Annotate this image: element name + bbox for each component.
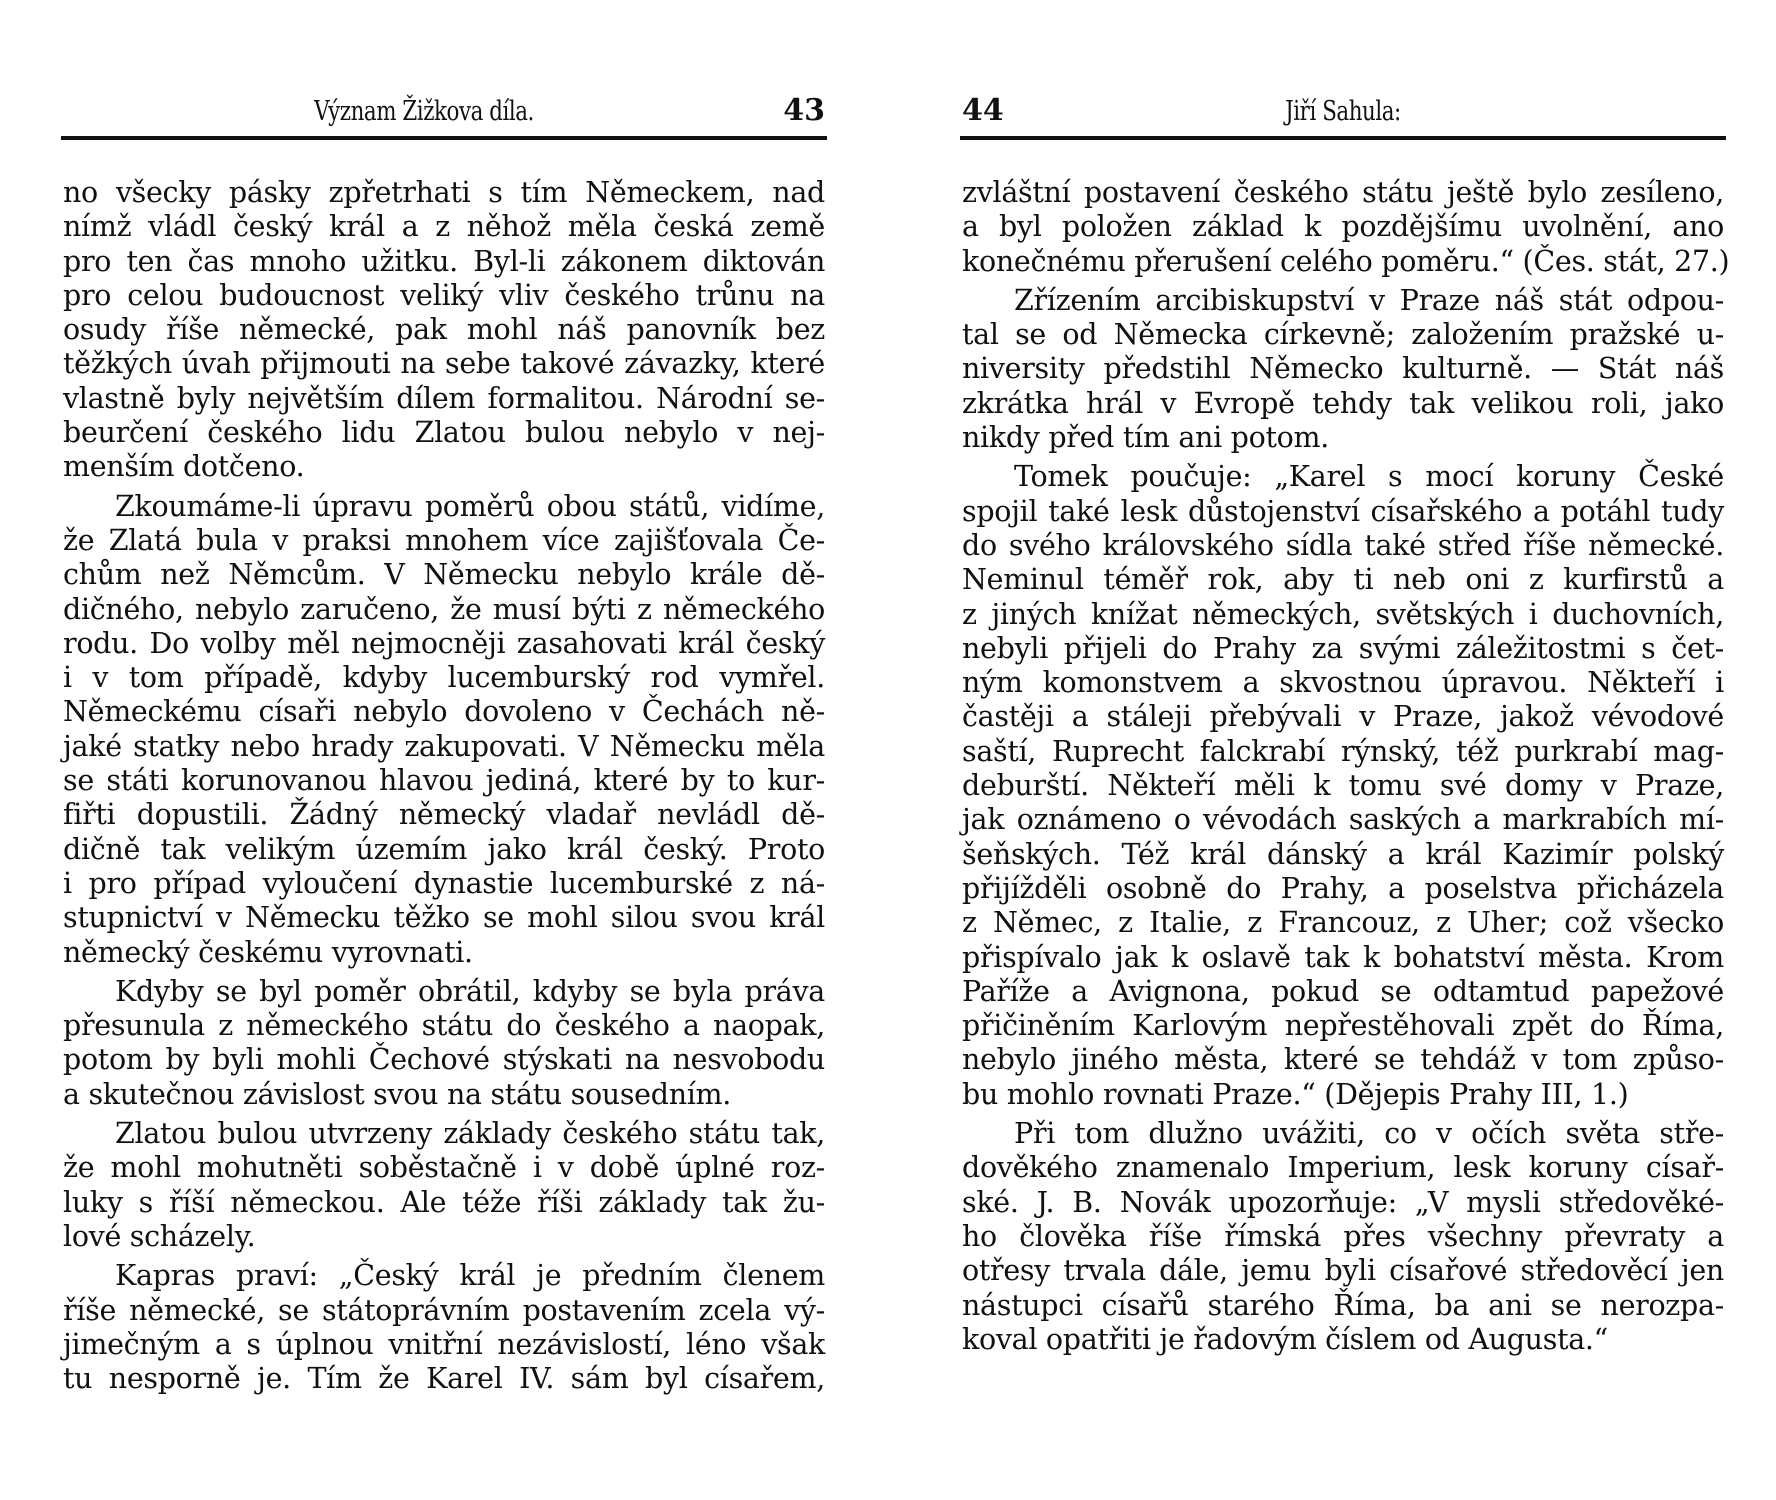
text-line: častěji a stáleji přebývali v Praze, jakož vévodové — [962, 700, 1724, 734]
text-line: fiřti dopustili. Žádný německý vladař nevládl dě- — [63, 798, 825, 832]
text-line: menším dotčeno. — [63, 450, 305, 484]
text-line: německý českému vyrovnati. — [63, 935, 473, 969]
text-line: Neminul téměř rok, aby ti neb oni z kurfirstů a — [962, 563, 1724, 597]
text-line: nímž vládl český král a z něhož měla česká země — [63, 210, 825, 244]
text-line: osudy říše německé, pak mohl náš panovník bez — [63, 313, 825, 347]
text-line: z jiných knížat německých, světských i duchovních, — [962, 597, 1724, 631]
text-line: luky s říší německou. Ale téže říši základy tak žu- — [63, 1185, 825, 1219]
text-line: zkrátka hrál v Evropě tehdy tak velikou roli, jako — [962, 386, 1724, 420]
text-line: vlastně byly největším dílem formalitou. Národní se- — [63, 381, 825, 415]
text-line: pro ten čas mnoho užitku. Byl-li zákonem diktován — [63, 244, 825, 278]
text-line: konečnému přerušení celého poměru.“ (Čes. stát, 27.) — [962, 244, 1730, 278]
text-line: Tomek poučuje: „Karel s mocí koruny České — [1014, 460, 1724, 494]
text-line: nástupci císařů starého Říma, ba ani se nerozpa- — [962, 1288, 1724, 1322]
text-line: se státi korunovanou hlavou jediná, které by to kur- — [63, 764, 825, 798]
text-line: že Zlatá bula v praksi mnohem více zajišťovala Če- — [63, 523, 825, 557]
text-line: ným komonstvem a skvostnou úpravou. Někteří i — [962, 666, 1724, 700]
text-line: Německému císaři nebylo dovoleno v Čechách ně- — [63, 695, 825, 729]
text-line: ské. J. B. Novák upozorňuje: „V mysli středověké- — [962, 1185, 1724, 1219]
text-line: deburští. Někteří měli k tomu své domy v Praze, — [962, 769, 1724, 803]
text-line: saští, Ruprecht falckrabí rýnský, též purkrabí mag- — [962, 734, 1724, 768]
text-line: no všecky pásky zpřetrhati s tím Německem, nad — [63, 176, 825, 209]
text-line: Při tom dlužno uvážiti, co v očích světa stře- — [1014, 1117, 1724, 1151]
page-number: 44 — [962, 93, 1004, 128]
text-line: beurčení českého lidu Zlatou bulou nebylo v nej- — [63, 416, 825, 450]
page-number: 43 — [783, 93, 825, 128]
text-line: chům než Němcům. V Německu nebylo krále dě- — [63, 558, 825, 592]
text-line: že mohl mohutněti soběstačně i v době úplné roz- — [63, 1151, 825, 1185]
text-line: jaké statky nebo hrady zakupovati. V Německu měla — [63, 729, 825, 763]
body-text — [63, 176, 825, 1396]
text-line: lové scházely. — [63, 1219, 256, 1253]
text-line: i pro případ vyloučení dynastie lucemburské z ná- — [63, 866, 825, 900]
text-line: přesunula z německého státu do českého a naopak, — [63, 1009, 825, 1043]
paragraph — [63, 490, 825, 970]
text-line: přispívalo jak k oslavě tak k bohatství města. Krom — [962, 940, 1724, 974]
text-line: přičiněním Karlovým nepřestěhovali zpět do Říma, — [962, 1009, 1724, 1043]
text-line: niversity předstihl Německo kulturně. — Stát náš — [962, 352, 1724, 386]
text-line: a byl položen základ k pozdějšímu uvolnění, ano — [962, 210, 1724, 244]
text-line: spojil také lesk důstojenství císařského a potáhl tudy — [962, 494, 1724, 528]
text-line: tu nesporně je. Tím že Karel IV. sám byl císařem, — [63, 1362, 825, 1396]
text-line: pro celou budoucnost veliký vliv českého trůnu na — [63, 278, 825, 312]
text-line: zvláštní postavení českého státu ještě bylo zesíleno, — [962, 176, 1724, 209]
text-line: jimečným a s úplnou vnitřní nezávislostí, léno však — [63, 1327, 825, 1361]
text-line: jak oznámeno o vévodách saských a markrabích mí- — [962, 803, 1724, 837]
text-line: Zkoumáme-li úpravu poměrů obou států, vidíme, — [115, 489, 825, 523]
text-line: z Němec, z Italie, z Francouz, z Uher; což všecko — [962, 906, 1724, 940]
text-line: nebylo jiného města, které se tehdáž v tom způso- — [962, 1043, 1724, 1077]
text-line: Kdyby se byl poměr obrátil, kdyby se byla práva — [115, 974, 825, 1008]
text-line: dověkého znamenalo Imperium, lesk koruny císař- — [962, 1151, 1724, 1185]
paragraph — [63, 176, 825, 485]
text-line: tal se od Německa církevně; založením pražské u- — [962, 318, 1724, 352]
paragraph — [962, 284, 1724, 455]
text-line: přijížděli osobně do Prahy, a poselstva přicházela — [962, 871, 1724, 905]
running-title: Význam Žižkova díla. — [314, 96, 534, 127]
header-rule — [61, 136, 827, 140]
text-line: Kapras praví: „Český král je předním členem — [115, 1259, 825, 1293]
text-line: bu mohlo rovnati Praze.“ (Dějepis Prahy III, 1.) — [962, 1077, 1629, 1111]
text-line: Paříže a Avignona, pokud se odtamtud papežové — [962, 974, 1724, 1008]
paragraph — [962, 1117, 1724, 1357]
text-line: i v tom případě, kdyby lucemburský rod vymřel. — [63, 661, 825, 695]
text-line: ho člověka říše římská přes všechny převraty a — [962, 1219, 1724, 1253]
header-rule — [960, 136, 1726, 140]
text-line: šeňských. Též král dánský a král Kazimír polský — [962, 837, 1724, 871]
text-line: dičného, nebylo zaručeno, že musí býti z německého — [63, 592, 825, 626]
running-head — [63, 94, 825, 130]
text-line: Zřízením arcibiskupství v Praze náš stát odpou- — [1014, 283, 1724, 317]
text-line: nebyli přijeli do Prahy za svými záležitostmi s čet- — [962, 631, 1724, 665]
text-line: říše německé, se státoprávním postavením zcela vý- — [63, 1293, 825, 1327]
text-line: rodu. Do volby měl nejmocněji zasahovati král český — [63, 626, 825, 660]
text-line: potom by byli mohli Čechové stýskati na nesvobodu — [63, 1043, 825, 1077]
paragraph — [962, 176, 1730, 279]
running-title: Jiří Sahula: — [1285, 96, 1401, 127]
text-line: do svého královského sídla také střed říše německé. — [962, 528, 1724, 562]
text-line: koval opatřiti je řadovým číslem od Augusta.“ — [962, 1322, 1608, 1356]
text-line: stupnictví v Německu těžko se mohl silou svou král — [63, 901, 825, 935]
text-line: a skutečnou závislost svou na státu sousedním. — [63, 1077, 732, 1111]
paragraph — [63, 1259, 825, 1396]
text-line: nikdy před tím ani potom. — [962, 421, 1329, 455]
text-line: Zlatou bulou utvrzeny základy českého státu tak, — [115, 1117, 825, 1151]
paragraph — [63, 1117, 825, 1254]
text-line: těžkých úvah přijmouti na sebe takové závazky, které — [63, 347, 825, 381]
body-text — [962, 176, 1730, 1357]
paragraph — [63, 975, 825, 1112]
text-line: dičně tak velikým územím jako král český. Proto — [63, 832, 825, 866]
text-line: otřesy trvala dále, jemu byli císařové středověcí jen — [962, 1254, 1724, 1288]
paragraph — [962, 460, 1724, 1112]
running-head — [962, 94, 1724, 130]
